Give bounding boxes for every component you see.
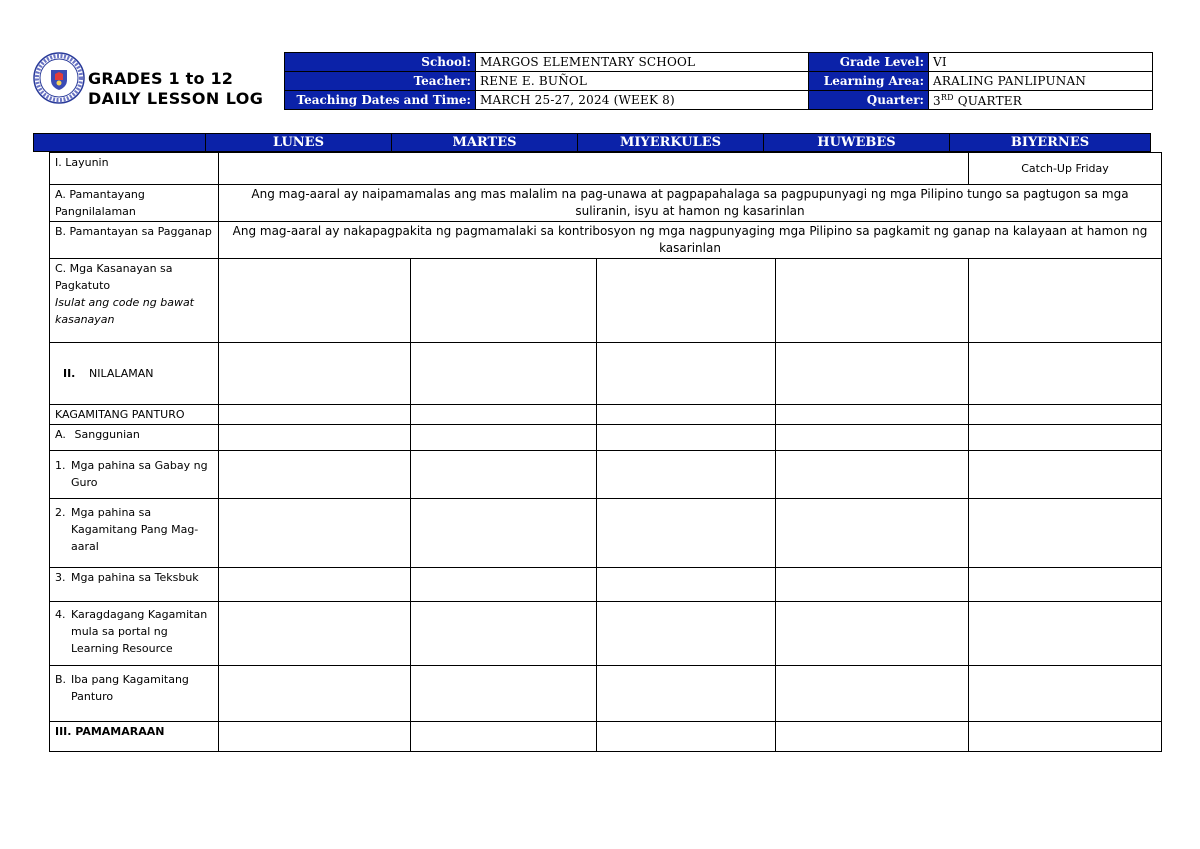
kagamitang-label: KAGAMITANG PANTURO	[50, 405, 219, 425]
cell	[969, 499, 1162, 568]
cell	[969, 405, 1162, 425]
cell	[776, 405, 969, 425]
cell	[776, 425, 969, 451]
day-miyerkules: MIYERKULES	[578, 134, 764, 152]
info-table	[284, 52, 1153, 110]
sanggunian-num: A.	[55, 428, 66, 441]
row-item-3	[50, 568, 1162, 602]
item2-line3: aaral	[71, 540, 99, 553]
row-kagamitang	[50, 405, 1162, 425]
layunin-cell	[219, 153, 969, 185]
itemB-line1	[55, 671, 215, 688]
kasanayan-note2: kasanayan	[55, 313, 115, 326]
cell	[776, 343, 969, 405]
cell	[776, 722, 969, 752]
pamantayang-label: A. Pamantayang Pangnilalaman	[50, 185, 219, 222]
cell	[597, 499, 776, 568]
row-item-4	[50, 602, 1162, 666]
kasanayan-label	[50, 259, 219, 343]
cell	[219, 602, 411, 666]
cell	[411, 602, 597, 666]
cell	[969, 666, 1162, 722]
cell	[969, 602, 1162, 666]
cell	[969, 259, 1162, 343]
cell	[776, 259, 969, 343]
cell	[776, 499, 969, 568]
cell	[411, 666, 597, 722]
item4-text-a: Karagdagang Kagamitan	[71, 608, 208, 621]
item4-label	[50, 602, 219, 666]
itemB-num: B.	[55, 673, 67, 686]
layunin-label: I. Layunin	[50, 153, 219, 185]
teacher-label: Teacher:	[285, 72, 476, 91]
pamantayang-text: Ang mag-aaral ay naipamamalas ang mas malalim na pag-unawa at pagpapahalaga sa pagpupunyagi ng mga Pilipino tungo sa pagtugon sa mga suliranin, isyu at hamon ng kasarinlan	[219, 185, 1162, 222]
row-pamamaraan	[50, 722, 1162, 752]
cell	[219, 343, 411, 405]
cell	[411, 499, 597, 568]
quarter-word: QUARTER	[957, 93, 1022, 108]
item2-label	[50, 499, 219, 568]
day-lunes: LUNES	[206, 134, 392, 152]
teacher-value: RENE E. BUÑOL	[476, 72, 809, 91]
school-value: MARGOS ELEMENTARY SCHOOL	[476, 53, 809, 72]
cell	[219, 451, 411, 499]
cell	[597, 451, 776, 499]
kasanayan-note1: Isulat ang code ng bawat	[55, 296, 194, 309]
item4-num: 4.	[55, 608, 66, 621]
cell	[597, 343, 776, 405]
itemB-text-a: Iba pang Kagamitang	[71, 673, 189, 686]
days-header-blank	[34, 134, 206, 152]
cell	[411, 425, 597, 451]
item1-text-a: Mga pahina sa Gabay ng	[71, 459, 208, 472]
nilalaman-label	[50, 343, 219, 405]
item4-line1	[55, 606, 215, 623]
cell	[776, 451, 969, 499]
grade-level-label: Grade Level:	[809, 53, 929, 72]
item3-num: 3.	[55, 571, 66, 584]
cell	[969, 343, 1162, 405]
row-pamantayan-pagganap	[50, 222, 1162, 259]
cell	[969, 722, 1162, 752]
learning-area-label: Learning Area:	[809, 72, 929, 91]
days-header	[33, 133, 1151, 152]
item1-label	[50, 451, 219, 499]
cell	[597, 568, 776, 602]
itemB-line2: Panturo	[71, 690, 114, 703]
dates-value: MARCH 25-27, 2024 (WEEK 8)	[476, 91, 809, 110]
itemB-label	[50, 666, 219, 722]
kasanayan-line1: C. Mga Kasanayan sa	[55, 262, 173, 275]
cell	[411, 568, 597, 602]
deped-seal-icon	[33, 52, 85, 104]
cell	[776, 602, 969, 666]
pamamaraan-label: III. PAMAMARAAN	[50, 722, 219, 752]
learning-area-value: ARALING PANLIPUNAN	[929, 72, 1153, 91]
cell	[219, 259, 411, 343]
row-item-2	[50, 499, 1162, 568]
cell	[219, 568, 411, 602]
item1-num: 1.	[55, 459, 66, 472]
item3-text: Mga pahina sa Teksbuk	[71, 571, 199, 584]
info-row-dates	[285, 91, 1153, 110]
row-pamantayang-pangnilalaman	[50, 185, 1162, 222]
item3-label	[50, 568, 219, 602]
cell	[969, 425, 1162, 451]
day-huwebes: HUWEBES	[764, 134, 950, 152]
row-kasanayan	[50, 259, 1162, 343]
sanggunian-text: Sanggunian	[74, 428, 140, 441]
title-daily-lesson-log: DAILY LESSON LOG	[88, 89, 264, 108]
cell	[219, 499, 411, 568]
school-label: School:	[285, 53, 476, 72]
cell	[411, 343, 597, 405]
cell	[597, 602, 776, 666]
info-row-teacher	[285, 72, 1153, 91]
sanggunian-label	[50, 425, 219, 451]
cell	[219, 425, 411, 451]
nilalaman-num: II.	[63, 367, 76, 380]
cell	[219, 666, 411, 722]
title-grades: GRADES 1 to 12	[88, 69, 234, 88]
quarter-label: Quarter:	[809, 91, 929, 110]
dates-label: Teaching Dates and Time:	[285, 91, 476, 110]
row-sanggunian	[50, 425, 1162, 451]
cell	[411, 451, 597, 499]
grade-level-value: VI	[929, 53, 1153, 72]
item1-line2: Guro	[71, 476, 98, 489]
cell	[969, 568, 1162, 602]
row-layunin	[50, 153, 1162, 185]
item4-line3: Learning Resource	[71, 642, 173, 655]
row-item-1	[50, 451, 1162, 499]
nilalaman-text: NILALAMAN	[89, 367, 154, 380]
cell	[411, 405, 597, 425]
day-biyernes: BIYERNES	[950, 134, 1151, 152]
cell	[776, 666, 969, 722]
cell	[219, 405, 411, 425]
cell	[597, 425, 776, 451]
pagganap-text: Ang mag-aaral ay nakapagpakita ng pagmamalaki sa kontribosyon ng mga nagpunyaging mga Pilipino sa pagkamit ng ganap na kalayaan at hamon ng kasarinlan	[219, 222, 1162, 259]
pagganap-label: B. Pamantayan sa Pagganap	[50, 222, 219, 259]
item2-line1	[55, 504, 215, 521]
info-row-school	[285, 53, 1153, 72]
cell	[969, 451, 1162, 499]
cell	[776, 568, 969, 602]
catch-up-friday: Catch-Up Friday	[969, 153, 1162, 185]
item2-line2: Kagamitang Pang Mag-	[71, 523, 199, 536]
kasanayan-line2: Pagkatuto	[55, 279, 111, 292]
day-martes: MARTES	[392, 134, 578, 152]
item1-line1	[55, 457, 215, 474]
cell	[597, 405, 776, 425]
lesson-grid	[49, 152, 1162, 752]
row-item-b	[50, 666, 1162, 722]
cell	[219, 722, 411, 752]
quarter-value	[929, 91, 1153, 110]
cell	[411, 259, 597, 343]
row-nilalaman	[50, 343, 1162, 405]
cell	[411, 722, 597, 752]
item2-text-a: Mga pahina sa	[71, 506, 152, 519]
quarter-number: 3	[933, 93, 941, 108]
cell	[597, 722, 776, 752]
cell	[597, 259, 776, 343]
item4-line2: mula sa portal ng	[71, 625, 168, 638]
item2-num: 2.	[55, 506, 66, 519]
quarter-suffix: RD	[940, 92, 954, 102]
cell	[597, 666, 776, 722]
